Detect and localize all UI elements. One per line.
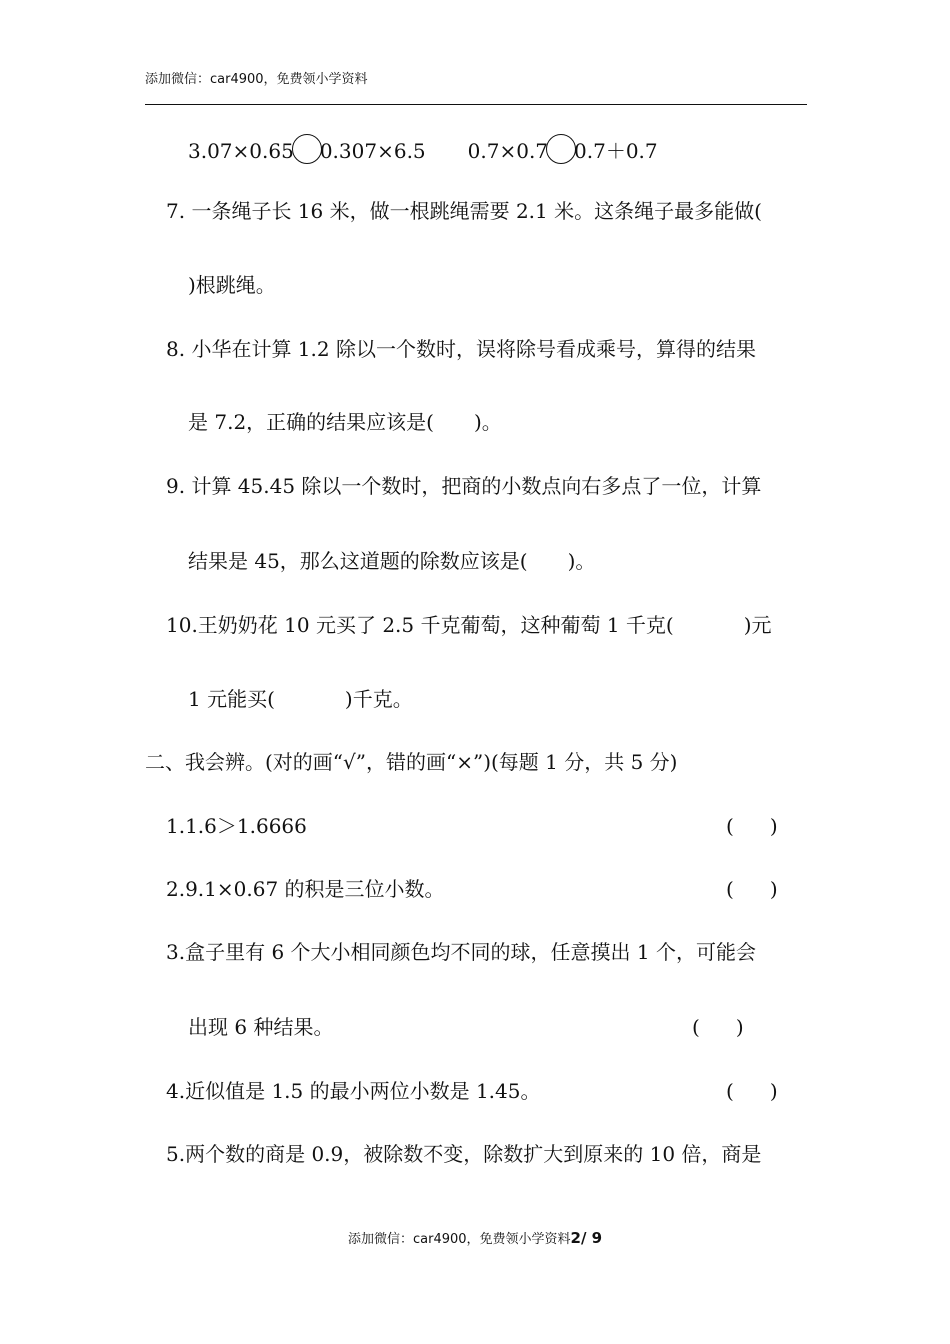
judge-item-3-cont: 出现 6 种结果。 — [188, 1015, 334, 1039]
q7-line2: )根跳绳。 — [188, 273, 276, 297]
q10-line2-text: 1 元能买( — [188, 687, 275, 711]
compare-left-a: 3.07×0.65 — [188, 139, 294, 163]
q10-line1 — [166, 613, 772, 637]
judge-answer-2[interactable]: ( ) — [726, 877, 778, 901]
q9-line2-text: 结果是 45，那么这道题的除数应该是( — [188, 549, 528, 573]
page-number: 2/ 9 — [570, 1229, 603, 1247]
header-rule — [145, 104, 807, 105]
q9-line1: 9. 计算 45.45 除以一个数时，把商的小数点向右多点了一位，计算 — [166, 474, 762, 498]
judge-answer-1[interactable]: ( ) — [726, 814, 778, 838]
q10-line2 — [188, 687, 413, 711]
q9-line2-end: )。 — [567, 549, 596, 573]
page-header: 添加微信：car4900，免费领小学资料 — [145, 72, 368, 87]
judge-item-1: 1.1.6＞1.6666 — [166, 814, 307, 838]
compare-right-a: 0.307×6.5 — [319, 139, 426, 163]
q9-line2 — [188, 549, 595, 573]
compare-right-b: 0.7＋0.7 — [574, 139, 658, 163]
compare-row — [188, 134, 658, 164]
q10-line1-end: )元 — [743, 613, 772, 637]
q8-line1: 8. 小华在计算 1.2 除以一个数时，误将除号看成乘号，算得的结果 — [166, 337, 756, 361]
q8-line2-end: )。 — [473, 410, 502, 434]
q8-line2-text: 是 7.2，正确的结果应该是( — [188, 410, 434, 434]
judge-item-5: 5.两个数的商是 0.9，被除数不变，除数扩大到原来的 10 倍，商是 — [166, 1142, 762, 1166]
section2-title: 二、我会辨。(对的画“√”，错的画“×”)(每题 1 分，共 5 分) — [145, 750, 678, 774]
q10-line2-end: )千克。 — [344, 687, 413, 711]
compare-left-b: 0.7×0.7 — [467, 139, 549, 163]
page-footer — [348, 1228, 602, 1247]
judge-answer-4[interactable]: ( ) — [726, 1079, 778, 1103]
judge-item-4: 4.近似值是 1.5 的最小两位小数是 1.45。 — [166, 1079, 541, 1103]
judge-answer-3[interactable]: ( ) — [692, 1015, 744, 1039]
q7-line1: 7. 一条绳子长 16 米，做一根跳绳需要 2.1 米。这条绳子最多能做( — [166, 199, 762, 223]
judge-item-2: 2.9.1×0.67 的积是三位小数。 — [166, 877, 445, 901]
compare-blank-circle-b[interactable] — [546, 134, 576, 164]
footer-text: 添加微信：car4900，免费领小学资料 — [348, 1232, 571, 1247]
q10-line1-text: 10.王奶奶花 10 元买了 2.5 千克葡萄，这种葡萄 1 千克( — [166, 613, 674, 637]
compare-blank-circle-a[interactable] — [292, 134, 322, 164]
judge-item-3: 3.盒子里有 6 个大小相同颜色均不同的球，任意摸出 1 个，可能会 — [166, 940, 756, 964]
q8-line2 — [188, 410, 502, 434]
